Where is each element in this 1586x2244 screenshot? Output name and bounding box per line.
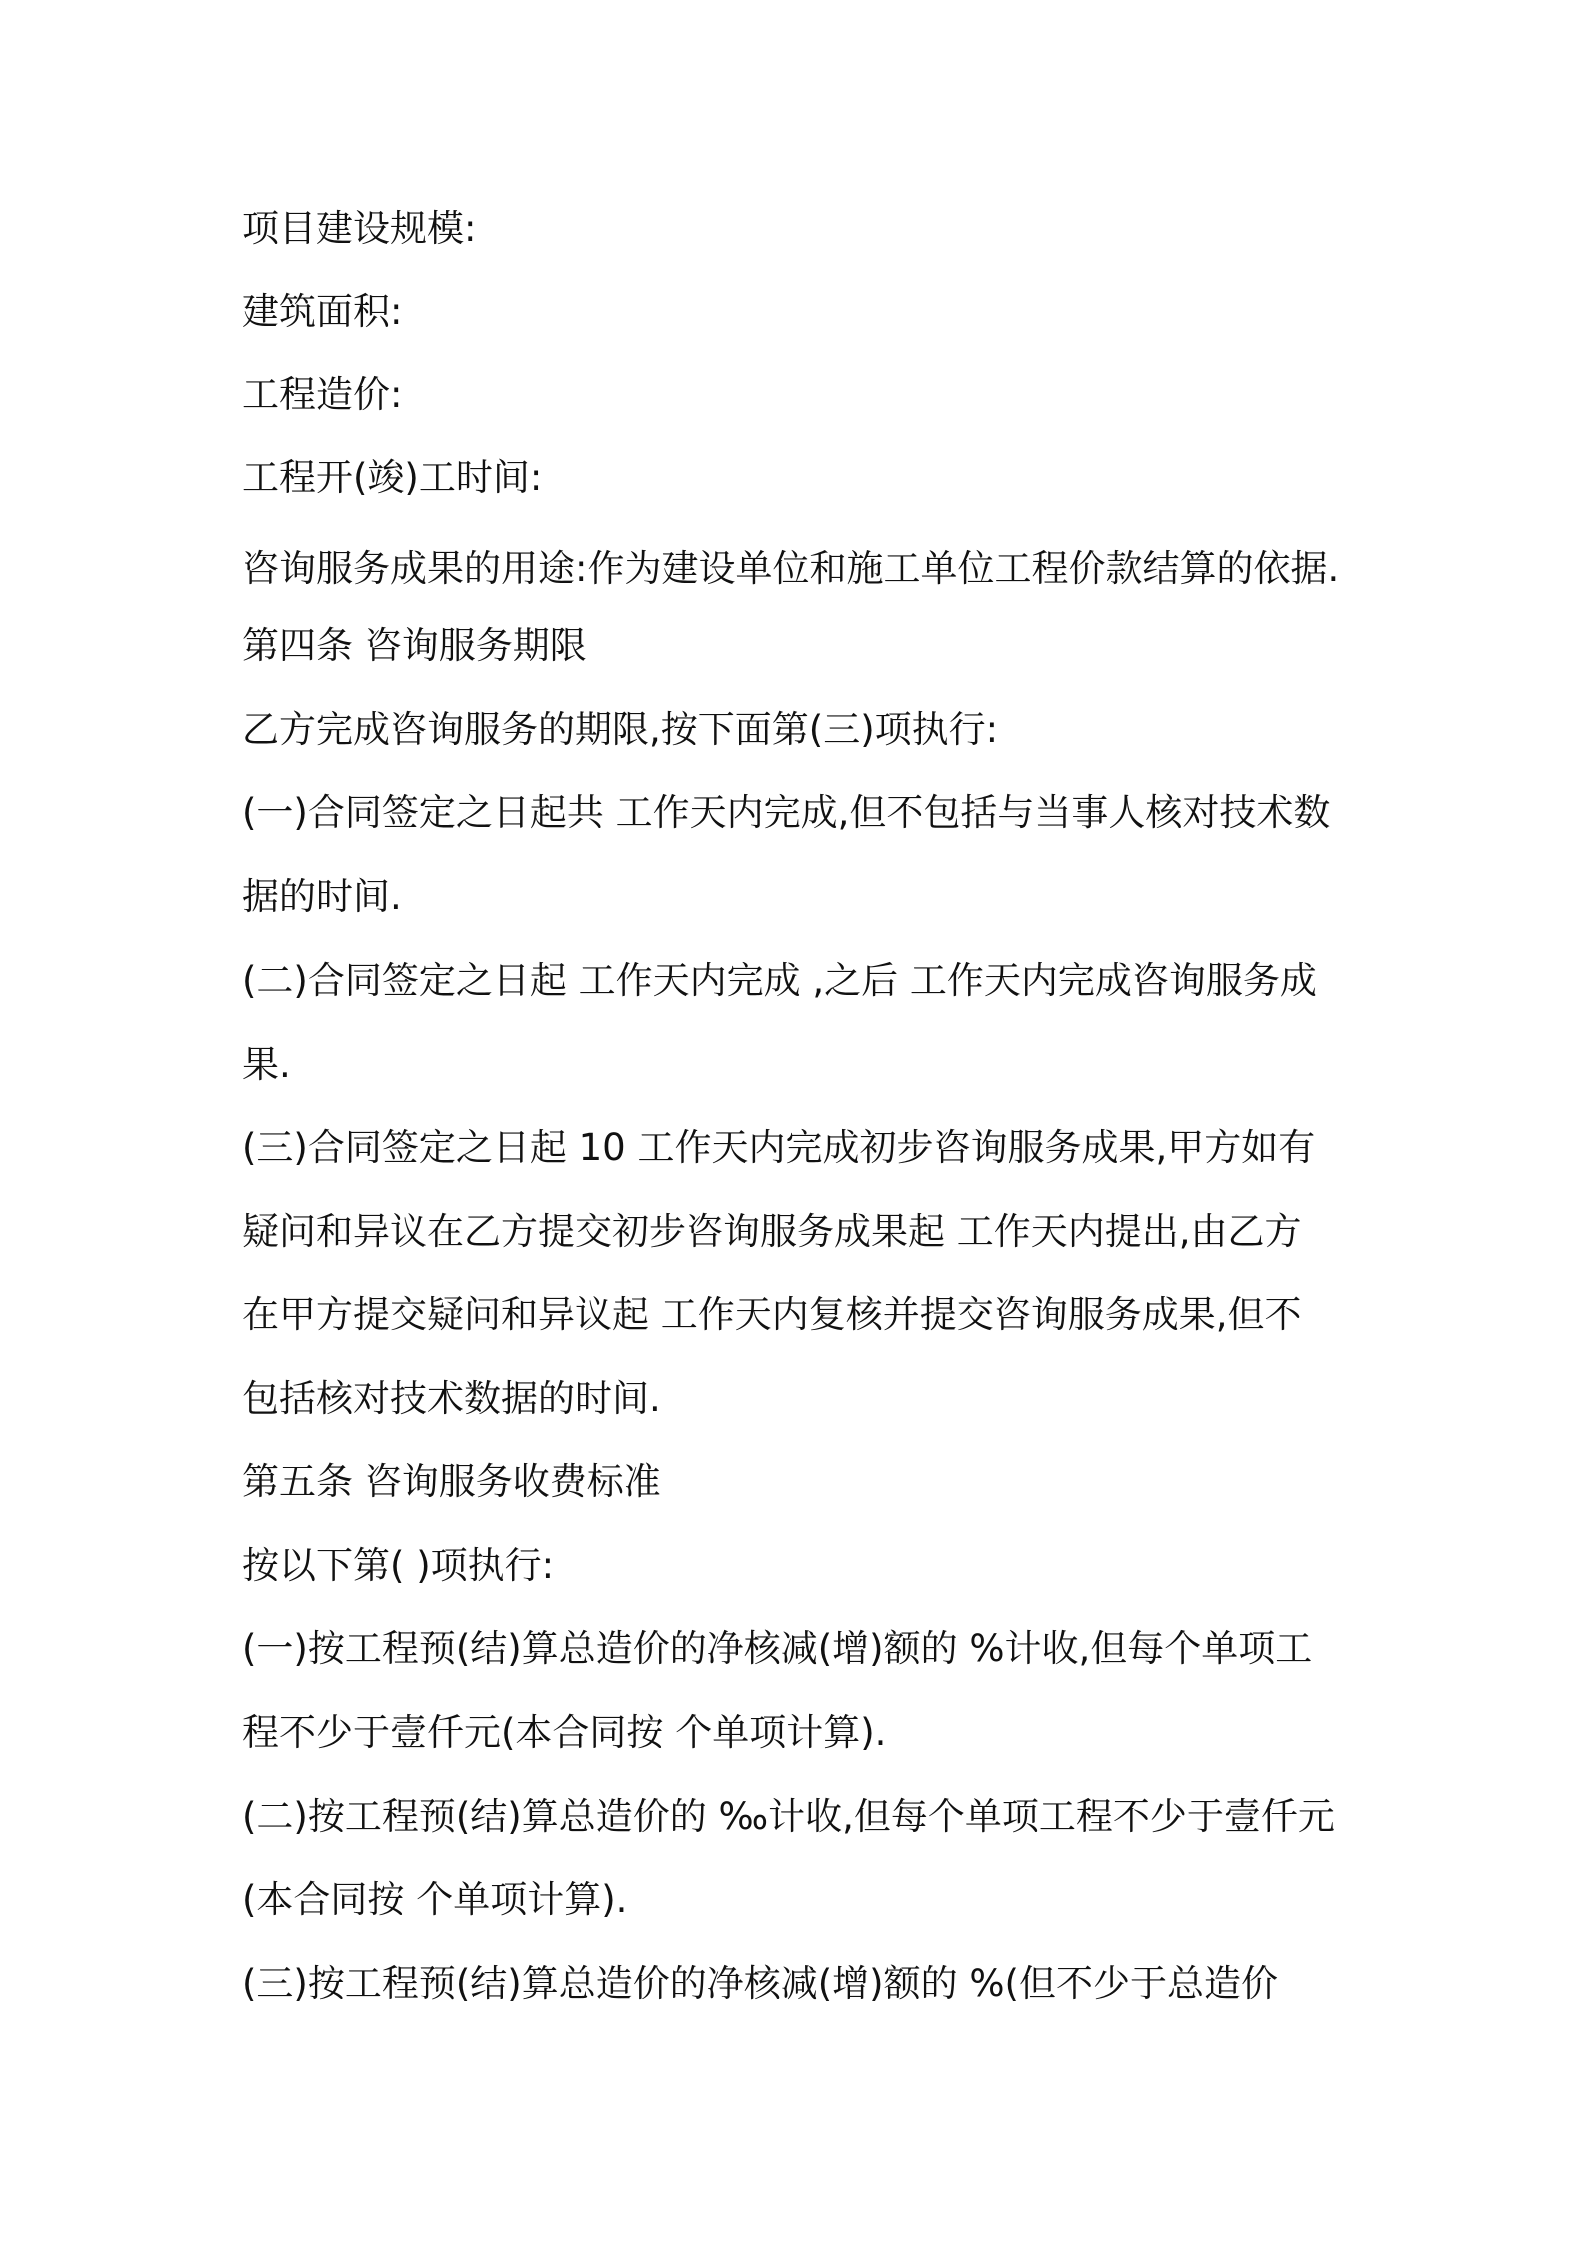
article-4-item-3-line-3: 在甲方提交疑问和异议起 工作天内复核并提交咨询服务成果,但不 xyxy=(242,1293,1302,1336)
field-project-cost: 工程造价: xyxy=(242,373,403,416)
article-5-heading: 第五条 咨询服务收费标准 xyxy=(242,1460,661,1503)
article-5-intro: 按以下第( )项执行: xyxy=(242,1544,555,1587)
field-construction-time: 工程开(竣)工时间: xyxy=(242,456,543,499)
article-5-item-2-line-1: (二)按工程预(结)算总造价的 ‰计收,但每个单项工程不少于壹仟元 xyxy=(242,1795,1335,1838)
article-4-heading: 第四条 咨询服务期限 xyxy=(242,624,587,667)
article-4-item-1-line-2: 据的时间. xyxy=(242,875,402,918)
article-5-item-3-line-1: (三)按工程预(结)算总造价的净核减(增)额的 %(但不少于总造价 xyxy=(242,1962,1278,2005)
article-5-item-2-line-2: (本合同按 个单项计算). xyxy=(242,1878,628,1921)
article-4-item-3-line-1: (三)合同签定之日起 10 工作天内完成初步咨询服务成果,甲方如有 xyxy=(242,1126,1316,1169)
field-result-purpose: 咨询服务成果的用途:作为建设单位和施工单位工程价款结算的依据. xyxy=(242,547,1340,590)
article-4-item-3-line-4: 包括核对技术数据的时间. xyxy=(242,1377,661,1420)
article-4-intro: 乙方完成咨询服务的期限,按下面第(三)项执行: xyxy=(242,708,999,751)
article-4-item-2-line-1: (二)合同签定之日起 工作天内完成 ,之后 工作天内完成咨询服务成 xyxy=(242,959,1317,1002)
article-4-item-2-line-2: 果. xyxy=(242,1043,291,1086)
field-project-scale: 项目建设规模: xyxy=(242,207,477,250)
article-4-item-1-line-1: (一)合同签定之日起共 工作天内完成,但不包括与当事人核对技术数 xyxy=(242,791,1331,834)
article-4-item-3-line-2: 疑问和异议在乙方提交初步咨询服务成果起 工作天内提出,由乙方 xyxy=(242,1210,1302,1253)
article-5-item-1-line-2: 程不少于壹仟元(本合同按 个单项计算). xyxy=(242,1711,887,1754)
field-building-area: 建筑面积: xyxy=(242,290,403,333)
article-5-item-1-line-1: (一)按工程预(结)算总造价的净核减(增)额的 %计收,但每个单项工 xyxy=(242,1627,1313,1670)
